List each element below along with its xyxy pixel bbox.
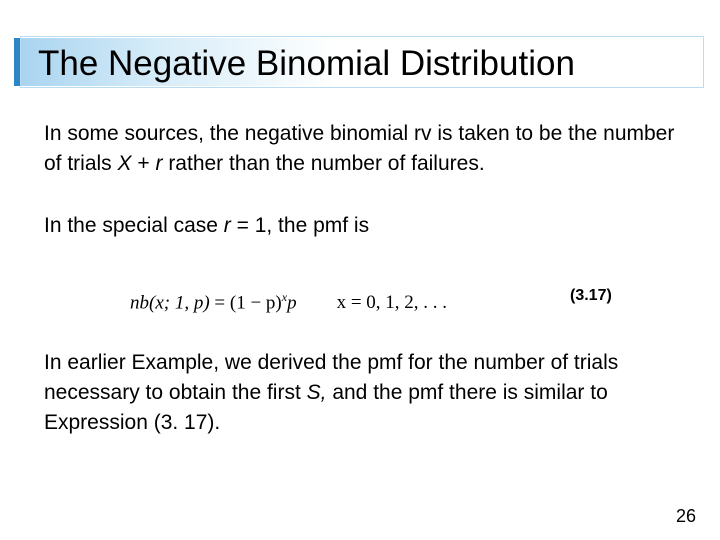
p1-plus: + [131,152,156,175]
p1-italic-r: r [155,152,163,175]
formula-eq: = (1 − p) [209,292,282,314]
p2-text-end: = 1, the pmf is [230,214,370,237]
p3-text-start: In earlier Example, we derived the pmf for the number of trials necessary to obtain the first [44,351,619,404]
formula-exponent: x [281,290,288,304]
p2-text-start: In the special case [44,214,224,237]
formula-support: x = 0, 1, 2, . . . [336,292,448,314]
p3-text-end: and the pmf there is similar to Expression (3. 17). [44,381,608,434]
p1-italic-x: X [117,152,132,175]
equation-number: (3.17) [570,287,612,304]
p1-text-end: rather than the number of failures. [162,152,485,175]
slide-title: The Negative Binomial Distribution [38,44,575,83]
paragraph-trials-definition [44,119,694,179]
formula-p: p [287,292,297,314]
p1-text-start: In some sources, the negative binomial rv is taken to be the number of trials [44,122,675,175]
formula-lhs: nb(x; 1, p) [130,292,210,314]
title-bar [14,36,706,90]
paragraph-special-case [44,211,694,241]
page-number: 26 [675,506,696,526]
p3-italic-s: S, [306,381,327,404]
pmf-formula [130,284,447,316]
p2-italic-r: r [223,214,231,237]
paragraph-earlier-example [44,348,684,438]
